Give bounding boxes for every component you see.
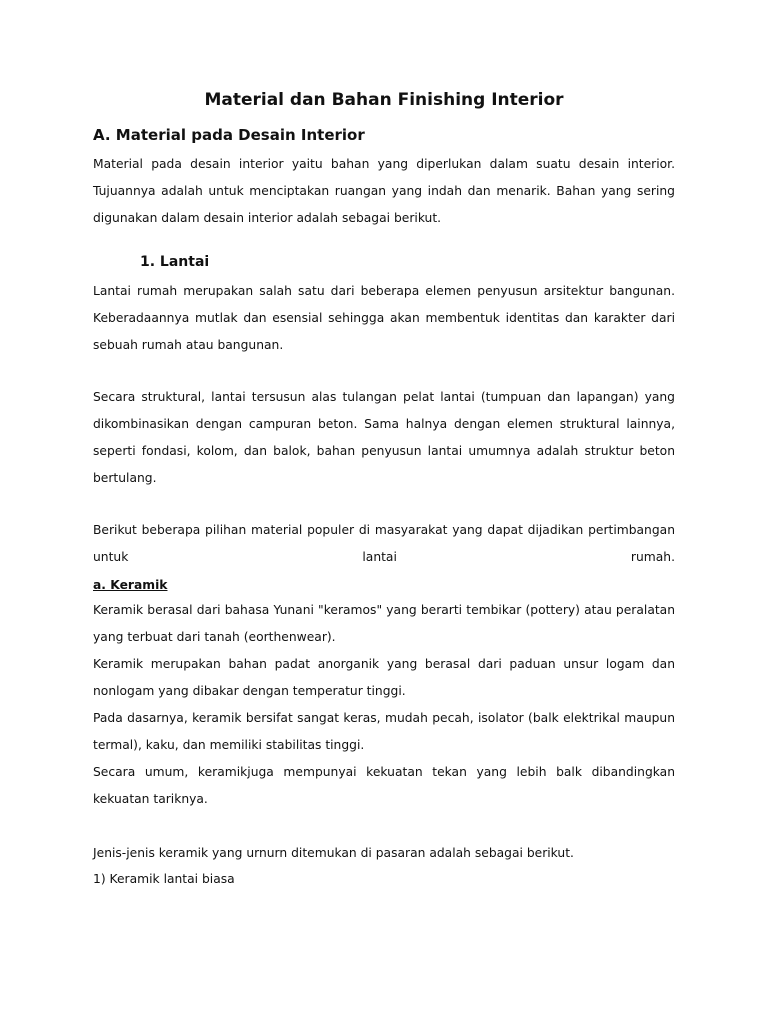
keramik-paragraph-1: Keramik berasal dari bahasa Yunani "keramos" yang berarti tembikar (pottery) atau peralatan yang terbuat dari tanah (eorthenwear). xyxy=(93,603,675,644)
section-a-heading: A. Material pada Desain Interior xyxy=(93,126,365,144)
keramik-paragraph-4: Secara umum, keramikjuga mempunyai kekuatan tekan yang lebih balk dibandingkan kekuatan tariknya. xyxy=(93,765,675,806)
keramik-paragraph-3: Pada dasarnya, keramik bersifat sangat keras, mudah pecah, isolator (balk elektrikal maupun termal), kaku, dan memiliki stabilitas tinggi. xyxy=(93,711,675,752)
keramik-type-1: 1) Keramik lantai biasa xyxy=(93,872,235,886)
keramik-heading: a. Keramik xyxy=(93,578,168,592)
lantai-paragraph-1: Lantai rumah merupakan salah satu dari beberapa elemen penyusun arsitektur bangunan. Keberadaannya mutlak dan esensial sehingga akan membentuk identitas dan karakter dari sebuah rumah atau bangunan. xyxy=(93,284,675,352)
lantai-paragraph-2: Secara struktural, lantai tersusun alas tulangan pelat lantai (tumpuan dan lapangan) yang dikombinasikan dengan campuran beton. Sama halnya dengan elemen struktural lainnya, seperti fondasi, kolom, dan balok, bahan penyusun lantai umumnya adalah struktur beton bertulang. xyxy=(93,390,675,485)
document-title: Material dan Bahan Finishing Interior xyxy=(204,90,564,110)
section-a-intro: Material pada desain interior yaitu bahan yang diperlukan dalam suatu desain interior. Tujuannya adalah untuk menciptakan ruangan yang indah dan menarik. Bahan yang sering digunakan dalam desain interior adalah sebagai berikut. xyxy=(93,157,675,225)
lantai-heading: 1. Lantai xyxy=(140,254,210,270)
lantai-paragraph-3: Berikut beberapa pilihan material populer di masyarakat yang dapat dijadikan pertimbangan untuk lantai rumah. xyxy=(93,523,675,564)
keramik-paragraph-2: Keramik merupakan bahan padat anorganik yang berasal dari paduan unsur logam dan nonlogam yang dibakar dengan temperatur tinggi. xyxy=(93,657,675,698)
keramik-types-intro: Jenis-jenis keramik yang urnurn ditemukan di pasaran adalah sebagai berikut. xyxy=(93,846,574,860)
